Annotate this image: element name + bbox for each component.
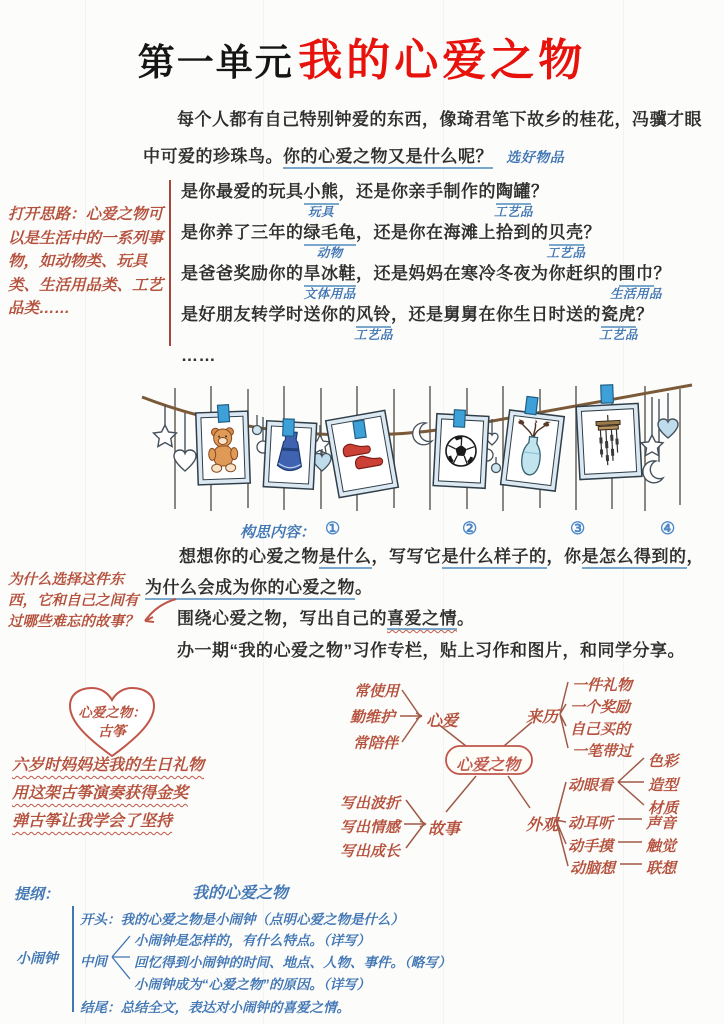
- clothespin-icon: [353, 420, 366, 438]
- term-category-note: 工艺品: [353, 328, 394, 342]
- question-term: [609, 263, 663, 301]
- question-text: ，还是舅舅在你生日时送的: [391, 305, 601, 324]
- question-term: [303, 222, 357, 260]
- example-note-2: 用这架古筝演奏获得金奖: [12, 785, 189, 802]
- outline-middle-label: 中间: [80, 954, 107, 969]
- question-text: 是你最爱的玩具: [181, 182, 304, 201]
- example-notes: [12, 752, 204, 836]
- example-note-1: 六岁时妈妈送我的生日礼物: [12, 757, 205, 774]
- term-category-note: 动物: [316, 246, 343, 260]
- outline-subject: 小闹钟: [16, 950, 58, 966]
- term-text: 围巾: [618, 264, 654, 283]
- question-block: [181, 181, 671, 386]
- mindmap-leaf: 色彩: [648, 753, 679, 770]
- term-category-note: 玩具: [307, 205, 335, 219]
- outline-head: 开头：我的心爱之物是小闹钟（点明心爱之物是什么）: [80, 912, 404, 927]
- outline-bracket: [72, 906, 74, 1012]
- question-text: ？: [636, 305, 654, 324]
- margin-note-open-mind: 打开思路：心爱之物可以是生活中的一系列事物，如动物类、玩具类、生活用品类、工艺品类……: [8, 206, 164, 317]
- question-term: [546, 222, 586, 260]
- question-text: ，还是你在海滩上拾到的: [356, 223, 549, 242]
- question-line: [181, 181, 671, 222]
- clothespin-icon: [217, 405, 229, 423]
- unit-label: 第一单元: [137, 42, 294, 83]
- mindmap-leaf: 联想: [646, 860, 677, 877]
- term-text: 风铃: [356, 305, 391, 324]
- concept-number-3: ③: [570, 519, 586, 538]
- outline-tail: 结尾：总结全文，表达对小闹钟的喜爱之情。: [80, 1000, 350, 1015]
- think-underlined: 是什么样子的: [442, 547, 547, 569]
- term-category-note: 工艺品: [546, 246, 586, 260]
- intro-question: 你的心爱之物又是什么呢？: [283, 147, 493, 169]
- think-paragraph: [145, 541, 711, 603]
- think-underlined: 是怎么得到的: [582, 547, 687, 569]
- circle-ornament: [253, 426, 262, 435]
- question-text: ，还是妈妈在寒冷冬夜为你赶织的: [356, 264, 619, 283]
- question-text: ？: [531, 182, 549, 201]
- mindmap-leaf: 一笔带过: [572, 743, 633, 760]
- heart-subject-label: 心爱之物：: [78, 705, 146, 720]
- term-category-note: 工艺品: [493, 205, 534, 219]
- around-text: 围绕心爱之物，写出自己的: [177, 609, 387, 628]
- margin-note-why-choose: 为什么选择这件东西，它和自己之间有过哪些难忘的故事？: [8, 572, 139, 630]
- soccer-ball-icon: [445, 435, 477, 467]
- question-term: [303, 263, 357, 301]
- mindmap-node: 心爱: [426, 713, 459, 730]
- think-underlined: 为什么会成为你的心爱之物: [145, 578, 355, 600]
- outline-label: 提纲：: [14, 886, 60, 903]
- outline-brace: [108, 930, 134, 986]
- think-underlined: 是什么: [319, 547, 372, 569]
- around-text: 。: [457, 609, 475, 628]
- intro-paragraph: [143, 101, 711, 176]
- heart-icon: [658, 419, 678, 438]
- question-text: 是你养了三年的: [181, 223, 304, 242]
- moon-icon: [643, 461, 663, 483]
- question-line: [181, 345, 671, 386]
- question-term: [598, 304, 639, 342]
- term-category-note: 生活用品: [609, 287, 663, 301]
- question-line: [181, 304, 671, 345]
- mindmap-leaf: 写出成长: [340, 843, 401, 860]
- term-category-note: 文体用品: [303, 287, 356, 301]
- moon-icon: [413, 423, 432, 445]
- photo-flower-vase: [501, 410, 565, 491]
- mindmap-leaf: 声音: [646, 815, 677, 832]
- question-term: [353, 304, 394, 342]
- mindmap-leaf: 自己买的: [570, 721, 631, 738]
- intro-lead: 每个人都有自己特别钟爱的东西，像琦君笔下故乡的桂花，冯骥才眼中可爱的珍珠鸟。: [143, 110, 702, 166]
- clothespin-icon: [454, 410, 466, 428]
- question-text: ？: [583, 223, 601, 242]
- column-line: 办一期“我的心爱之物”习作专栏，贴上习作和图片，和同学分享。: [177, 641, 685, 660]
- example-note-3: 弹古筝让我学会了坚持: [12, 813, 173, 830]
- heart-icon: [174, 450, 196, 471]
- question-term: [303, 181, 339, 219]
- question-text: ？: [653, 264, 671, 283]
- intro-annotation: 选好物品: [506, 149, 565, 165]
- outline-middle-item-2: 回忆得到小闹钟的时间、地点、人物、事件。（略写）: [134, 955, 452, 970]
- mindmap-leaf: 写出波折: [340, 795, 401, 812]
- concept-number-4: ④: [660, 519, 676, 538]
- mindmap-subnode: 动手摸: [568, 838, 614, 855]
- term-text: 瓷虎: [601, 305, 636, 324]
- question-text: 是爸爸奖励你的: [181, 264, 304, 283]
- term-category-note: 工艺品: [598, 328, 639, 342]
- star-icon: [154, 425, 177, 447]
- ornaments-right: [641, 393, 678, 483]
- mindmap-leaf: 常使用: [354, 683, 400, 700]
- clothespin-icon: [283, 419, 295, 436]
- around-emphasis: 喜爱之情: [387, 609, 457, 628]
- mindmap-leaf: 材质: [648, 800, 679, 817]
- term-text: 贝壳: [548, 223, 584, 242]
- think-text: 想想你的心爱之物: [179, 547, 319, 566]
- mindmap-subnode: 动脑想: [570, 860, 616, 877]
- mindmap-leaf: 造型: [648, 777, 679, 794]
- think-text: ，你: [546, 547, 582, 566]
- page-title: [0, 24, 724, 88]
- question-line: [181, 263, 671, 304]
- term-text: 陶罐: [496, 182, 531, 201]
- mindmap-center-label: 心爱之物: [456, 757, 521, 774]
- outline-middle-item-3: 小闹钟成为“心爱之物”的原因。（详写）: [134, 977, 371, 992]
- concept-label: 构思内容：: [240, 524, 316, 541]
- heart-subject-value: 古筝: [98, 723, 126, 739]
- mindmap-leaf: 常陪伴: [353, 735, 399, 752]
- question-line: [181, 222, 671, 263]
- concept-number-2: ②: [462, 519, 478, 538]
- mindmap-leaf: 勤维护: [350, 709, 396, 726]
- ellipsis-text: ……: [181, 346, 216, 365]
- circle-ornament: [492, 464, 501, 473]
- mindmap: [330, 666, 724, 880]
- clothespin-icon: [601, 385, 614, 403]
- question-text: ，还是你亲手制作的: [338, 182, 496, 201]
- concept-number-1: ①: [325, 519, 341, 538]
- term-text: 旱冰鞋: [303, 264, 356, 283]
- mindmap-node: 来历: [526, 709, 559, 726]
- question-term: [493, 181, 534, 219]
- page-gridline: [85, 0, 86, 1024]
- mindmap-leaf: 一件礼物: [572, 677, 633, 694]
- think-text: ，写写它: [371, 547, 442, 566]
- question-text: 是好朋友转学时送你的: [181, 305, 356, 324]
- margin-arrow: [138, 594, 180, 630]
- term-text: 绿毛龟: [303, 223, 356, 242]
- outline-title: 我的心爱之物: [192, 885, 289, 902]
- mindmap-subnode: 动眼看: [568, 777, 614, 794]
- mindmap-node: 外观: [526, 817, 559, 834]
- mindmap-leaf: 触觉: [646, 838, 677, 855]
- term-text: 小熊: [303, 182, 339, 201]
- mindmap-node: 故事: [428, 821, 461, 838]
- mindmap-leaf: 写出情感: [340, 819, 401, 836]
- think-text: 。: [355, 578, 373, 597]
- outline-middle-item-1: 小闹钟是怎样的，有什么特点。（详写）: [134, 933, 371, 948]
- think-text: ，: [686, 547, 704, 566]
- clothespin-icon: [525, 396, 538, 414]
- mindmap-leaf: 一个奖励: [570, 699, 631, 716]
- unit-title: 我的心爱之物: [298, 36, 587, 85]
- clothesline-illustration: [140, 383, 715, 521]
- around-line: [177, 604, 475, 629]
- photo-wind-chime: [576, 403, 642, 479]
- mindmap-subnode: 动耳听: [568, 815, 614, 832]
